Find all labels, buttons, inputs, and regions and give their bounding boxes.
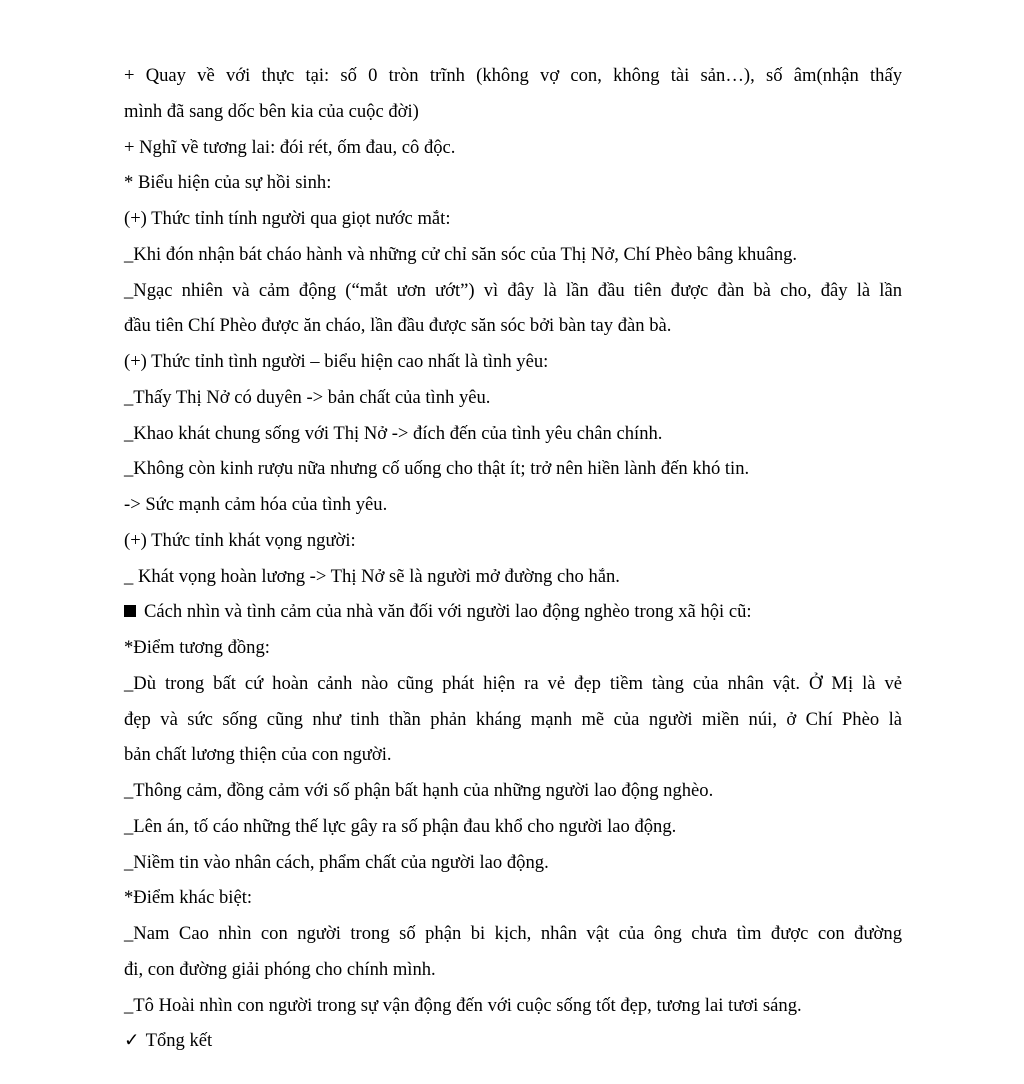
paragraph-line: _Dù trong bất cứ hoàn cảnh nào cũng phát hiện ra vẻ đẹp tiềm tàng của nhân vật. Ở Mị là vẻ	[124, 672, 902, 694]
paragraph-line: _Khao khát chung sống với Thị Nở -> đích đến của tình yêu chân chính.	[124, 422, 663, 444]
paragraph-line: đi, con đường giải phóng cho chính mình.	[124, 958, 436, 980]
subsection-heading: (+) Thức tỉnh tính người qua giọt nước mắt:	[124, 208, 451, 229]
paragraph-line: _Không còn kinh rượu nữa nhưng cố uống cho thật ít; trở nên hiền lành đến khó tin.	[124, 458, 750, 480]
paragraph-line: + Nghĩ về tương lai: đói rét, ốm đau, cô độc.	[124, 136, 456, 158]
section-heading-text: Cách nhìn và tình cảm của nhà văn đối với người lao động nghèo trong xã hội cũ:	[144, 601, 752, 623]
paragraph-line: bản chất lương thiện của con người.	[124, 744, 392, 766]
section-heading-bulleted	[124, 594, 902, 630]
paragraph-line: _Khi đón nhận bát cháo hành và những cử chỉ săn sóc của Thị Nở, Chí Phèo bâng khuâng.	[124, 243, 798, 265]
paragraph-line: đẹp và sức sống cũng như tinh thần phản kháng mạnh mẽ của người miền núi, ở Chí Phèo là	[124, 708, 902, 730]
conclusion-heading-text: Tổng kết	[145, 1030, 213, 1052]
paragraph-line: _Tô Hoài nhìn con người trong sự vận động đến với cuộc sống tốt đẹp, tương lai tươi sáng.	[124, 994, 802, 1016]
subsection-heading: *Điểm tương đồng:	[124, 637, 270, 658]
paragraph-line: _Nam Cao nhìn con người trong số phận bi kịch, nhân vật của ông chưa tìm được con đường	[124, 923, 902, 944]
paragraph-line: _Thông cảm, đồng cảm với số phận bất hạnh của những người lao động nghèo.	[124, 780, 714, 801]
paragraph-line: _Lên án, tố cáo những thế lực gây ra số phận đau khổ cho người lao động.	[124, 815, 677, 837]
subsection-heading: *Điểm khác biệt:	[124, 887, 253, 909]
paragraph-line: _Niềm tin vào nhân cách, phẩm chất của người lao động.	[124, 851, 549, 873]
section-heading: * Biểu hiện của sự hồi sinh:	[124, 172, 332, 194]
paragraph-line: đầu tiên Chí Phèo được ăn cháo, lần đầu được săn sóc bởi bàn tay đàn bà.	[124, 315, 672, 337]
subsection-heading: (+) Thức tỉnh khát vọng người:	[124, 529, 356, 551]
paragraph-line: _Thấy Thị Nở có duyên -> bản chất của tình yêu.	[124, 386, 491, 408]
document-body	[124, 58, 902, 1059]
square-bullet-icon	[124, 605, 136, 617]
checkmark-icon: ✓	[124, 1030, 140, 1052]
paragraph-line: _Ngạc nhiên và cảm động (“mắt ươn ướt”) vì đây là lần đầu tiên được đàn bà cho, đây là lần	[124, 279, 902, 301]
subsection-heading: (+) Thức tỉnh tình người – biểu hiện cao nhất là tình yêu:	[124, 351, 549, 372]
paragraph-line: mình đã sang dốc bên kia của cuộc đời)	[124, 100, 419, 122]
paragraph-line: _ Khát vọng hoàn lương -> Thị Nở sẽ là người mở đường cho hắn.	[124, 565, 620, 587]
paragraph-line: -> Sức mạnh cảm hóa của tình yêu.	[124, 494, 388, 515]
conclusion-heading	[124, 1023, 902, 1059]
paragraph-line: + Quay về với thực tại: số 0 tròn trĩnh (không vợ con, không tài sản…), số âm(nhận thấy	[124, 65, 902, 86]
